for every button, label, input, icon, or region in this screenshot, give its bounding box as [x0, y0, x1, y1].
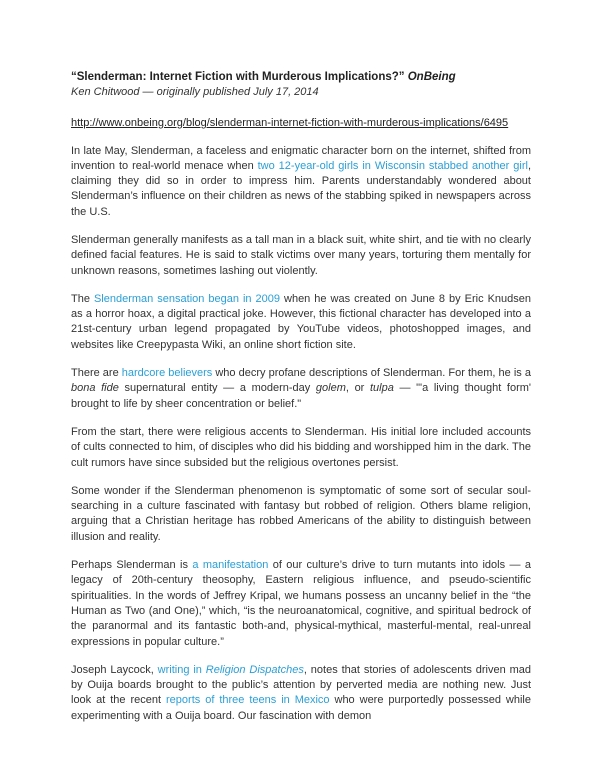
- byline: Ken Chitwood — originally published July 17, 2014: [71, 86, 319, 98]
- source-name: OnBeing: [407, 71, 456, 83]
- italic-text: tulpa: [369, 382, 394, 395]
- paragraph-2: [71, 233, 531, 279]
- text: , notes that stories of adolescents driven mad by Ouija boards brought to the public’s attention by perverted media are nothing new. Just look at the recent: [71, 663, 532, 707]
- paragraph-8: [71, 663, 531, 724]
- text: Joseph Laycock,: [71, 663, 158, 676]
- paragraph-6: [71, 484, 531, 545]
- link-mexico-teens[interactable]: reports of three teens in Mexico: [166, 694, 330, 707]
- text: There are: [71, 367, 122, 380]
- link-slenderman-2009[interactable]: Slenderman sensation began in 2009: [93, 292, 280, 305]
- text: From the start, there were religious accents to Slenderman. His initial lore included accounts of cults connected to him, of disciples who did his bidding and worshipped him in the dark. The cult rumors have since subsided but the religious overtones persist.: [71, 425, 531, 469]
- text: Slenderman generally manifests as a tall man in a black suit, white shirt, and tie with no clearly defined facial features. He is said to stalk victims over many years, torturing them mentally for unknown reasons, sometimes lashing out violently.: [71, 233, 531, 277]
- text: The: [71, 292, 94, 305]
- text: , or: [345, 382, 370, 395]
- source-url[interactable]: http://www.onbeing.org/blog/slenderman-internet-fiction-with-murderous-implications/6495: [71, 117, 509, 129]
- title-text: “Slenderman: Internet Fiction with Murderous Implications?”: [71, 71, 405, 83]
- paragraph-4: [71, 366, 531, 412]
- link-italic-text: Religion Dispatches: [205, 663, 304, 676]
- text: Perhaps Slenderman is: [71, 559, 193, 572]
- link-manifestation[interactable]: a manifestation: [192, 559, 269, 572]
- paragraph-3: [71, 292, 531, 353]
- paragraph-1: [71, 144, 531, 220]
- text: who were purportedly possessed while experimenting with a Ouija board. Our fascination with demon: [71, 694, 531, 722]
- article-title: [71, 70, 531, 85]
- link-hardcore-believers[interactable]: hardcore believers: [121, 367, 213, 380]
- text: supernatural entity — a modern-day: [118, 382, 316, 395]
- paragraph-5: [71, 425, 531, 471]
- link-religion-dispatches[interactable]: [158, 664, 304, 676]
- text: Some wonder if the Slenderman phenomenon is symptomatic of some sort of secular soul-searching in a culture fascinated with fantasy but robbed of religion. Others blame religion, arguing that a Christian heritage has robbed Americans of the ability to distinguish between illusion and reality.: [71, 484, 531, 543]
- text: In late May, Slenderman, a faceless and enigmatic character born on the internet, shifted from invention to real-world menace when: [71, 144, 531, 172]
- link-wisconsin-stabbing[interactable]: two 12-year-old girls in Wisconsin stabbed another girl: [257, 159, 528, 172]
- text: of our culture’s drive to turn mutants into idols — a legacy of 20th-century theosophy, Eastern religious influence, and pseudo-scientific spiritualities. In the words of Jeffrey Kripal, we humans possess an uncanny belief in the “the Human as Two (and One),” which, “is the neuroanatomical, cognitive, and spiritual bedrock of the paranormal and its fantastic both-and, physical-mythical, masterful-mental, real-unreal expressions in popular culture.”: [71, 559, 531, 648]
- italic-text: golem: [315, 382, 346, 395]
- text: — "'a living thought form' brought to life by sheer concentration or belief.": [71, 382, 531, 410]
- link-text: writing in: [157, 663, 206, 676]
- paragraph-7: [71, 558, 531, 650]
- text: when he was created on June 8 by Eric Knudsen as a horror hoax, a digital practical joke. However, this fictional character has developed into a 21st-century urban legend propagated by YouTube videos, photoshopped images, and websites like Creepypasta Wiki, an online short fiction site.: [71, 292, 531, 351]
- italic-text: bona fide: [71, 382, 119, 395]
- text: , claiming they did so in order to impress him. Parents understandably wondered about Slenderman’s influence on their children as news of the stabbing spiked in newspapers across the U.S.: [71, 159, 531, 218]
- text: who decry profane descriptions of Slenderman. For them, he is a: [212, 367, 531, 380]
